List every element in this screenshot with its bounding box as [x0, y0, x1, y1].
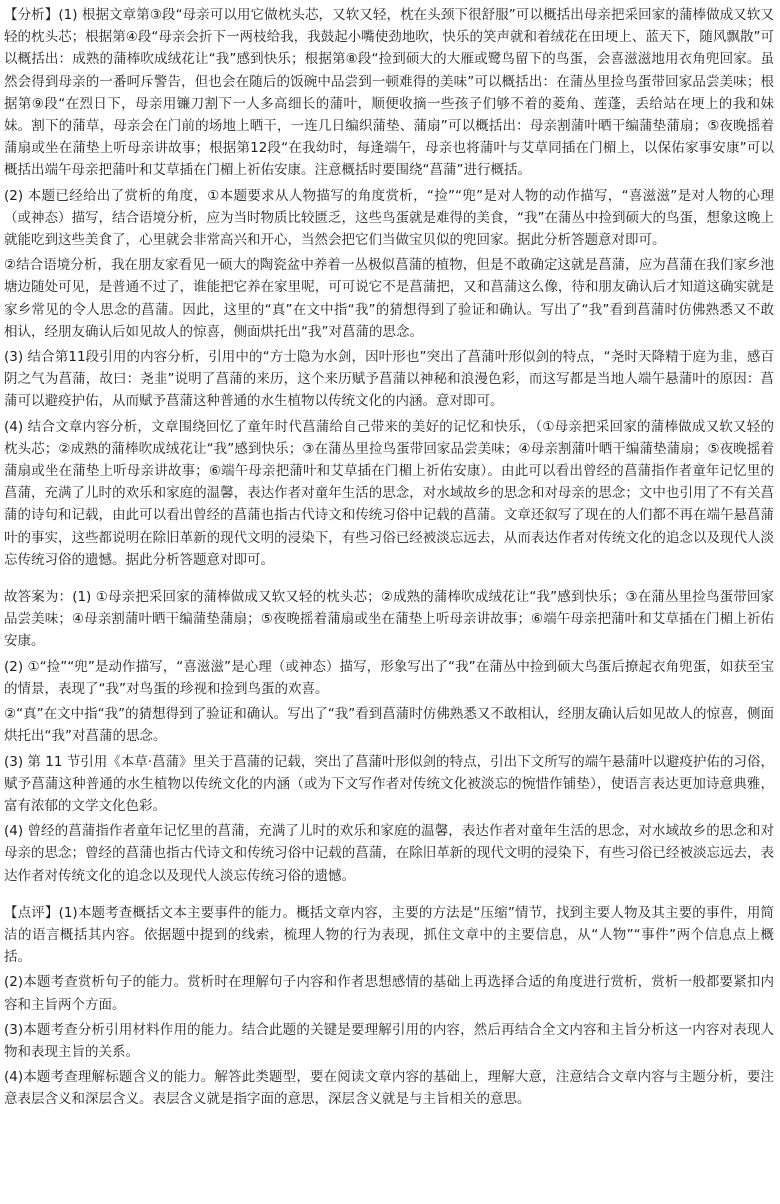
answer-paragraph-3: ②“真”在文中指“我”的猜想得到了验证和确认。写出了“我”看到菖蒲时仿佛熟悉又不敢相认，经朋友确认后如见故人的惊喜，侧面烘托出“我”对菖蒲的思念。	[4, 706, 774, 745]
answer-paragraph-5: (4) 曾经的菖蒲指作者童年记忆里的菖蒲，充满了儿时的欢乐和家庭的温馨，表达作者对童年生活的思念，对水域故乡的思念和对母亲的思念；曾经的菖蒲也指古代诗文和传统习俗中记载的菖蒲，在除旧革新的现代文明的浸染下，有些习俗已经被淡忘远去，表达作者对传统文化的追念以及现代人淡忘传统习俗的遗憾。	[4, 823, 774, 884]
comment-section	[4, 902, 774, 1111]
analysis-paragraph-5: (4) 结合文章内容分析，文章围绕回忆了童年时代菖蒲给自己带来的美好的记忆和快乐，（①母亲把采回家的蒲棒做成又软又轻的枕头芯；②成熟的蒲棒吹成绒花让“我”感到快乐；③在蒲丛里捡鸟蛋带回家品尝美味；④母亲割蒲叶晒干编蒲垫蒲扇；⑤夜晚摇着蒲扇或坐在蒲垫上听母亲讲故事；⑥端午母亲把蒲叶和艾草插在门楣上祈佑安康）。由此可以看出曾经的菖蒲指作者童年记忆里的菖蒲，充满了儿时的欢乐和家庭的温馨，表达作者对童年生活的思念，对水域故乡的思念和对母亲的思念；文中也引用了不有关菖蒲的诗句和记载，由此可以看出曾经的菖蒲也指古代诗文和传统习俗中记载的菖蒲。文章还叙写了现在的人们都不再在端午悬菖蒲叶的事实，这些都说明在除旧革新的现代文明的浸染下，有些习俗已经被淡忘远去，从而表达作者对传统文化的追念以及现代人淡忘传统习俗的遗憾。据此分析答题意对即可。	[4, 418, 774, 568]
comment-paragraph-4: (4)本题考查理解标题含义的能力。解答此类题型，要在阅读文章内容的基础上，理解大意，注意结合文章内容与主题分析，要注意表层含义和深层含义。表层含义就是指字面的意思，深层含义就是与主旨相关的意思。	[4, 1069, 774, 1108]
answer-paragraph-2: (2) ①“捡”“兜”是动作描写，“喜滋滋”是心理（或神态）描写，形象写出了“我”在蒲丛中捡到硕大鸟蛋后撩起衣角兜蛋，如获至宝的情景，表现了“我”对鸟蛋的珍视和捡到鸟蛋的欢喜。	[4, 658, 774, 697]
analysis-paragraph-1: 【分析】(1) 根据文章第③段“母亲可以用它做枕头芯，又软又轻，枕在头颈下很舒服”可以概括出母亲把采回家的蒲棒做成又软又轻的枕头芯；根据第④段“母亲会折下一两枝给我，我鼓起小嘴使劲地吹，快乐的笑声就和着绒花在田埂上、蓝天下，随风飘散”可以概括出：成熟的蒲棒吹成绒花让“我”感到快乐；根据第⑧段“捡到硕大的大雁或鹭鸟留下的鸟蛋，会喜滋滋地用衣角兜回家。虽然会得到母亲的一番呵斥警告，但也会在随后的饭碗中品尝到一顿难得的美味”可以概括出：在蒲丛里捡鸟蛋带回家品尝美味；根据第⑨段“在烈日下，母亲用镰刀割下一人多高细长的蒲叶，顺便收摘一些孩子们够不着的菱角、莲蓬，丢给站在埂上的我和妹妹。割下的蒲草，母亲会在门前的场地上晒干，一连几日编织蒲垫、蒲扇”可以概括出：母亲割蒲叶晒干编蒲垫蒲扇；⑤夜晚摇着蒲扇或坐在蒲垫上听母亲讲故事；根据第12段“在我幼时，每逢端午，母亲也将蒲叶与艾草同插在门楣上，以保佑家事安康”可以概括出端午母亲把蒲叶和艾草插在门楣上祈佑安康。注意概括时要围绕“菖蒲”进行概括。	[4, 7, 774, 179]
answer-paragraph-4: (3) 第 11 节引用《本草·菖蒲》里关于菖蒲的记载，突出了菖蒲叶形似剑的特点，引出下文所写的端午悬蒲叶以避疫护佑的习俗，赋予菖蒲这种普通的水生植物以传统文化的内涵（或为下文写作者对传统文化被淡忘的惋惜作铺垫），使语言表达更加诗意典雅，富有浓郁的文学文化色彩。	[4, 753, 774, 814]
comment-paragraph-2: (2)本题考查赏析句子的能力。赏析时在理解句子内容和作者思想感情的基础上再选择合适的角度进行赏析，赏析一般都要紧扣内容和主旨两个方面。	[4, 974, 774, 1013]
analysis-paragraph-2: (2) 本题已经给出了赏析的角度，①本题要求从人物描写的角度赏析，“捡”“兜”是对人物的动作描写，“喜滋滋”是对人物的心理（或神态）描写，结合语境分析，应为当时物质比较匮乏，这些鸟蛋就是难得的美食，“我”在蒲丛中捡到硕大的鸟蛋，想象这晚上就能吃到这些美食了，心里就会非常高兴和开心，当然会把它们当做宝贝似的兜回家。据此分析答题意对即可。	[4, 187, 774, 249]
answer-paragraph-1: 故答案为：(1) ①母亲把采回家的蒲棒做成又软又轻的枕头芯；②成熟的蒲棒吹成绒花让“我”感到快乐；③在蒲丛里捡鸟蛋带回家品尝美味；④母亲割蒲叶晒干编蒲垫蒲扇；⑤夜晚摇着蒲扇或坐在蒲垫上听母亲讲故事；⑥端午母亲把蒲叶和艾草插在门楣上祈佑安康。	[4, 589, 774, 650]
answer-section	[4, 586, 774, 887]
comment-paragraph-3: (3)本题考查分析引用材料作用的能力。结合此题的关键是要理解引用的内容，然后再结合全文内容和主旨分析这一内容对表现人物和表现主旨的关系。	[4, 1021, 774, 1060]
analysis-section	[4, 4, 774, 571]
analysis-paragraph-4: (3) 结合第11段引用的内容分析，引用中的“方士隐为水剑，因叶形也”突出了菖蒲叶形似剑的特点，“尧时天降精于庭为韭，感百阴之气为菖蒲，故曰：尧韭”说明了菖蒲的来历，这个来历赋予菖蒲以神秘和浪漫色彩，而这写都是当地人端午悬蒲叶的原因：菖蒲可以避疫护佑，从而赋予菖蒲这种普通的水生植物以传统文化的内涵。意对即可。	[4, 349, 774, 410]
analysis-paragraph-3: ②结合语境分析，我在朋友家看见一硕大的陶瓷盆中养着一丛极似菖蒲的植物，但是不敢确定这就是菖蒲，应为菖蒲在我们家乡池塘边随处可见，是普通不过了，谁能把它养在家里呢，可可说它不是菖蒲把，又和菖蒲这么像，待和朋友确认后才知道这确实就是家乡常见的令人思念的菖蒲。因此，这里的“真”在文中指“我”的猜想得到了验证和确认。写出了“我”看到菖蒲时仿佛熟悉又不敢相认，经朋友确认后如见故人的惊喜，侧面烘托出“我”对菖蒲的思念。	[4, 257, 774, 340]
comment-paragraph-1: 【点评】(1)本题考查概括文本主要事件的能力。概括文章内容，主要的方法是“压缩”情节，找到主要人物及其主要的事件，用简洁的语言概括其内容。依据题中提到的线索，梳理人物的行为表现，抓住文章中的主要信息，从“人物”“事件”两个信息点上概括。	[4, 904, 774, 966]
section-gap	[4, 890, 774, 902]
section-gap	[4, 574, 774, 586]
